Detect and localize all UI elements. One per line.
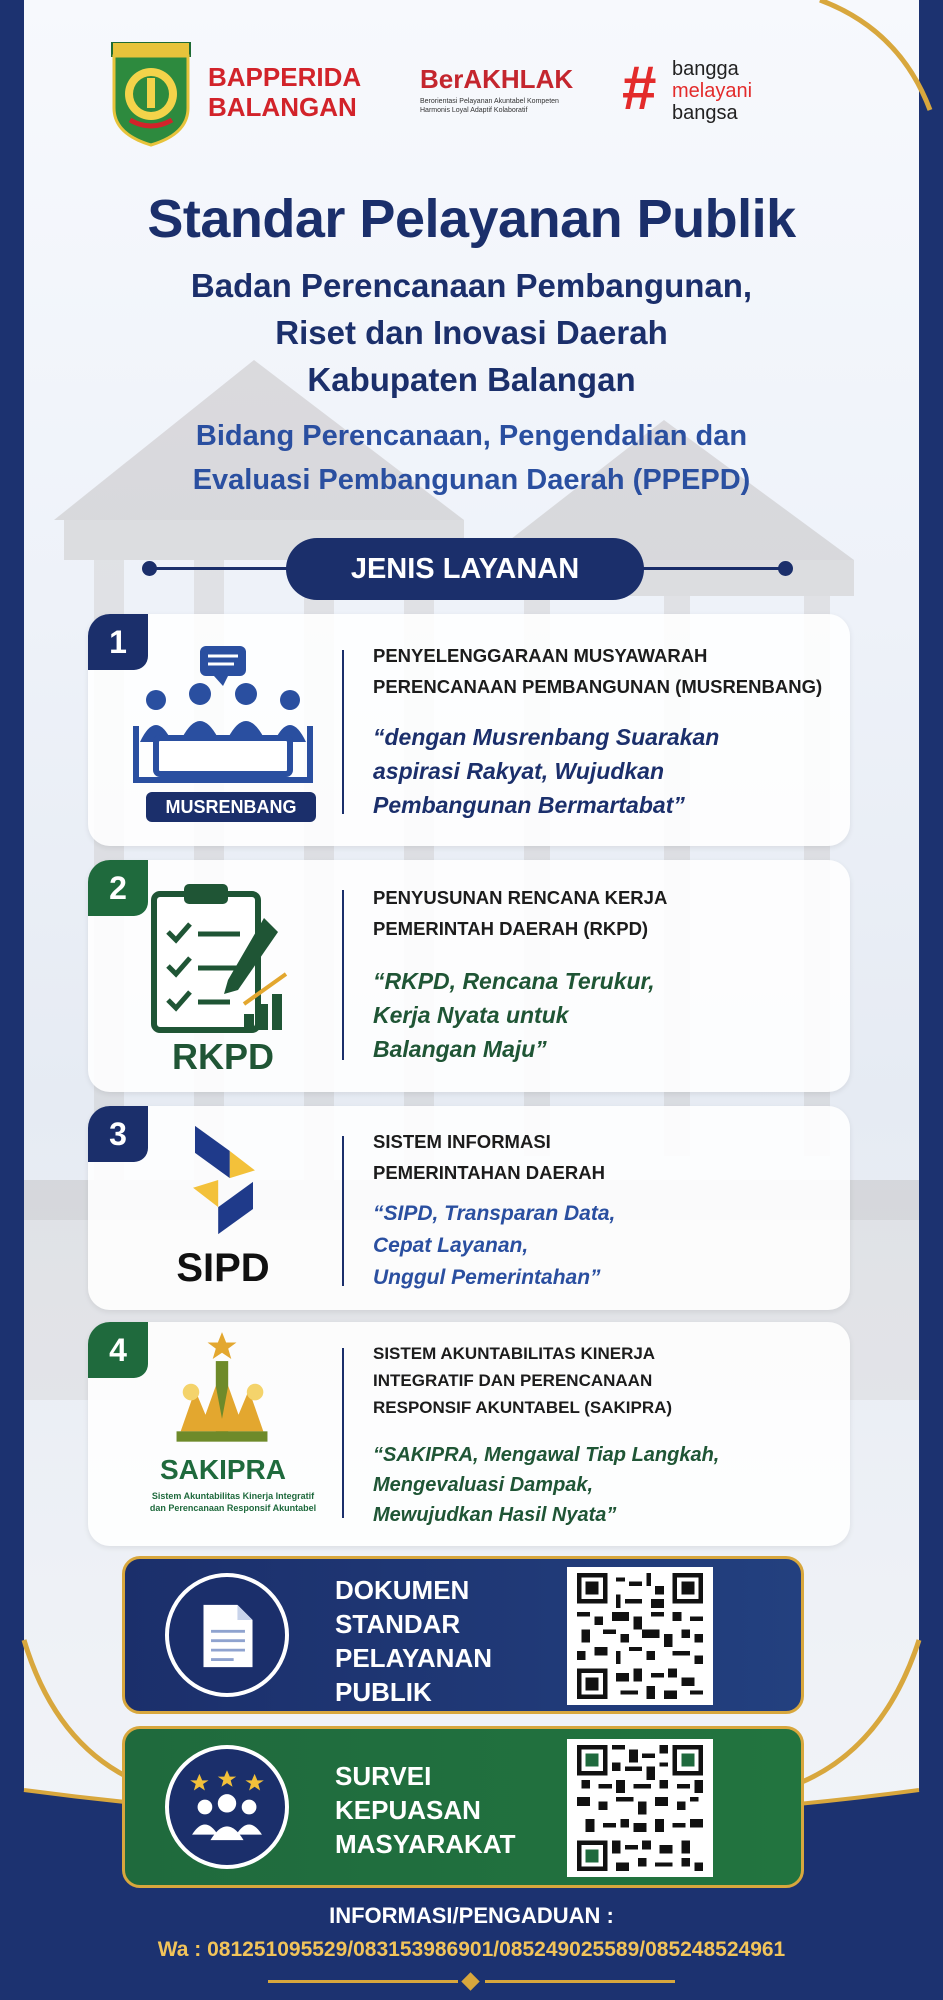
service-title-line3: RESPONSIF AKUNTABEL (SAKIPRA) [373, 1398, 673, 1417]
header [110, 42, 903, 152]
service-number: 4 [88, 1322, 148, 1378]
qr-code-survei[interactable] [567, 1739, 713, 1877]
cta-line2: KEPUASAN [335, 1795, 481, 1825]
cta-survei-kepuasan[interactable] [122, 1726, 804, 1888]
qr-code-icon [573, 1745, 707, 1871]
service-quote-line1: “RKPD, Rencana Terukur, [373, 968, 655, 994]
service-title-line2: INTEGRATIF DAN PERENCANAAN [373, 1371, 653, 1390]
card-divider [342, 650, 344, 814]
service-quote-line1: “SAKIPRA, Mengawal Tiap Langkah, [373, 1444, 720, 1466]
service-card-sakipra [88, 1322, 850, 1546]
service-number: 2 [88, 860, 148, 916]
section-heading: JENIS LAYANAN [286, 538, 644, 600]
service-quote-line1: “SIPD, Transparan Data, [373, 1202, 616, 1225]
service-number: 3 [88, 1106, 148, 1162]
bangga-line1: bangga [672, 58, 739, 80]
clipboard-checklist-icon [146, 880, 336, 1040]
service-number: 1 [88, 614, 148, 670]
section-line-left [150, 567, 290, 570]
service-quote-line2: Cepat Layanan, [373, 1234, 529, 1257]
service-title-line1: PENYELENGGARAAN MUSYAWARAH [373, 645, 708, 666]
bottom-ornament-right [485, 1980, 675, 1983]
section-dot-right [778, 561, 793, 576]
people-stars-icon [181, 1769, 273, 1845]
org-name-line1: BAPPERIDA [208, 62, 362, 92]
org-name-line2: BALANGAN [208, 92, 357, 122]
cta-line3: MASYARAKAT [335, 1829, 516, 1859]
service-label: RKPD [171, 1036, 274, 1077]
cta-dokumen-standar[interactable] [122, 1556, 804, 1714]
service-quote-line2: aspirasi Rakyat, Wujudkan [373, 758, 665, 784]
footer-label: INFORMASI/PENGADUAN : [329, 1903, 614, 1928]
card-divider [342, 890, 344, 1060]
cta-line2: STANDAR [335, 1609, 461, 1639]
service-card-musrenbang [88, 614, 850, 846]
service-quote [373, 1440, 843, 1530]
agency-name [0, 262, 943, 403]
sipd-logo-icon [174, 1122, 274, 1238]
bangga-line2: melayani [672, 80, 753, 102]
service-quote-line2: Mengevaluasi Dampak, [373, 1474, 594, 1496]
service-label-subtitle [108, 1490, 358, 1514]
berakhlak-sub-line1: Berorientasi Pelayanan Akuntabel Kompeten [420, 98, 559, 105]
service-quote [373, 1198, 843, 1294]
cta-icon-circle [165, 1745, 289, 1869]
service-label: MUSRENBANG [165, 797, 297, 817]
service-title-line1: PENYUSUNAN RENCANA KERJA [373, 887, 668, 908]
org-name [208, 62, 361, 122]
cta-line3: PELAYANAN [335, 1643, 493, 1673]
qr-code-dokumen[interactable] [567, 1567, 713, 1705]
cta-icon-circle [165, 1573, 289, 1697]
service-card-sipd [88, 1106, 850, 1310]
division-name-line1: Bidang Perencanaan, Pengendalian dan [195, 420, 748, 452]
sakipra-logo-icon [160, 1328, 284, 1452]
service-title-line2: PEMERINTAHAN DAERAH [373, 1162, 605, 1183]
service-quote-line3: Mewujudkan Hasil Nyata” [373, 1504, 617, 1526]
cta-text [335, 1573, 492, 1709]
service-title-line2: PEMERINTAH DAERAH (RKPD) [373, 918, 649, 939]
berakhlak-subtitle [420, 97, 620, 115]
service-quote-line3: Unggul Pemerintahan” [373, 1266, 601, 1289]
division-name [0, 414, 943, 502]
agency-name-line2: Riset dan Inovasi Daerah [275, 314, 668, 351]
service-label: SIPD [176, 1246, 270, 1290]
berakhlak-logo [420, 64, 620, 115]
service-label-sub-line2: dan Perencanaan Responsif Akuntabel [149, 1503, 317, 1513]
service-quote [373, 720, 843, 822]
footer-phones: Wa : 081251095529/083153986901/085249025589/085248524961 [157, 1938, 786, 1961]
card-divider [342, 1136, 344, 1286]
balangan-crest-icon [110, 42, 192, 147]
bangga-line3: bangsa [672, 102, 738, 124]
berakhlak-sub-line2: Harmonis Loyal Adaptif Kolaboratif [420, 107, 528, 114]
bangga-text [672, 58, 752, 124]
service-label-badge [146, 792, 316, 822]
meeting-icon [128, 642, 318, 802]
cta-line1: DOKUMEN [335, 1575, 470, 1605]
service-quote-line2: Kerja Nyata untuk [373, 1002, 569, 1028]
bottom-ornament-left [268, 1980, 458, 1983]
division-name-line2: Evaluasi Pembangunan Daerah (PPEPD) [192, 464, 751, 496]
service-quote-line3: Balangan Maju” [373, 1036, 547, 1062]
service-label-sub-line1: Sistem Akuntabilitas Kinerja Integratif [151, 1491, 315, 1501]
service-card-rkpd [88, 860, 850, 1092]
bangga-melayani-logo [622, 50, 772, 130]
page-title: Standar Pelayanan Publik [147, 189, 796, 249]
berakhlak-title: BerAKHLAK [420, 64, 574, 94]
service-quote [373, 964, 843, 1066]
service-quote-line1: “dengan Musrenbang Suarakan [373, 724, 720, 750]
cta-line4: PUBLIK [335, 1677, 432, 1707]
qr-code-icon [573, 1573, 707, 1699]
card-divider [342, 1348, 344, 1518]
service-title [373, 1340, 838, 1421]
service-title [373, 882, 838, 944]
agency-name-line3: Kabupaten Balangan [307, 361, 636, 398]
service-title-line1: SISTEM INFORMASI [373, 1131, 551, 1152]
service-title [373, 1126, 838, 1188]
section-line-right [640, 567, 780, 570]
service-label: SAKIPRA [159, 1454, 286, 1485]
service-title-line2: PERENCANAAN PEMBANGUNAN (MUSRENBANG) [373, 676, 823, 697]
hashtag-icon: # [622, 54, 657, 123]
service-title-line1: SISTEM AKUNTABILITAS KINERJA [373, 1344, 656, 1363]
agency-name-line1: Badan Perencanaan Pembangunan, [190, 267, 753, 304]
service-quote-line3: Pembangunan Bermartabat” [373, 792, 685, 818]
cta-line1: SURVEI [335, 1761, 432, 1791]
service-title [373, 640, 838, 702]
cta-text [335, 1759, 516, 1861]
document-icon [199, 1603, 257, 1669]
